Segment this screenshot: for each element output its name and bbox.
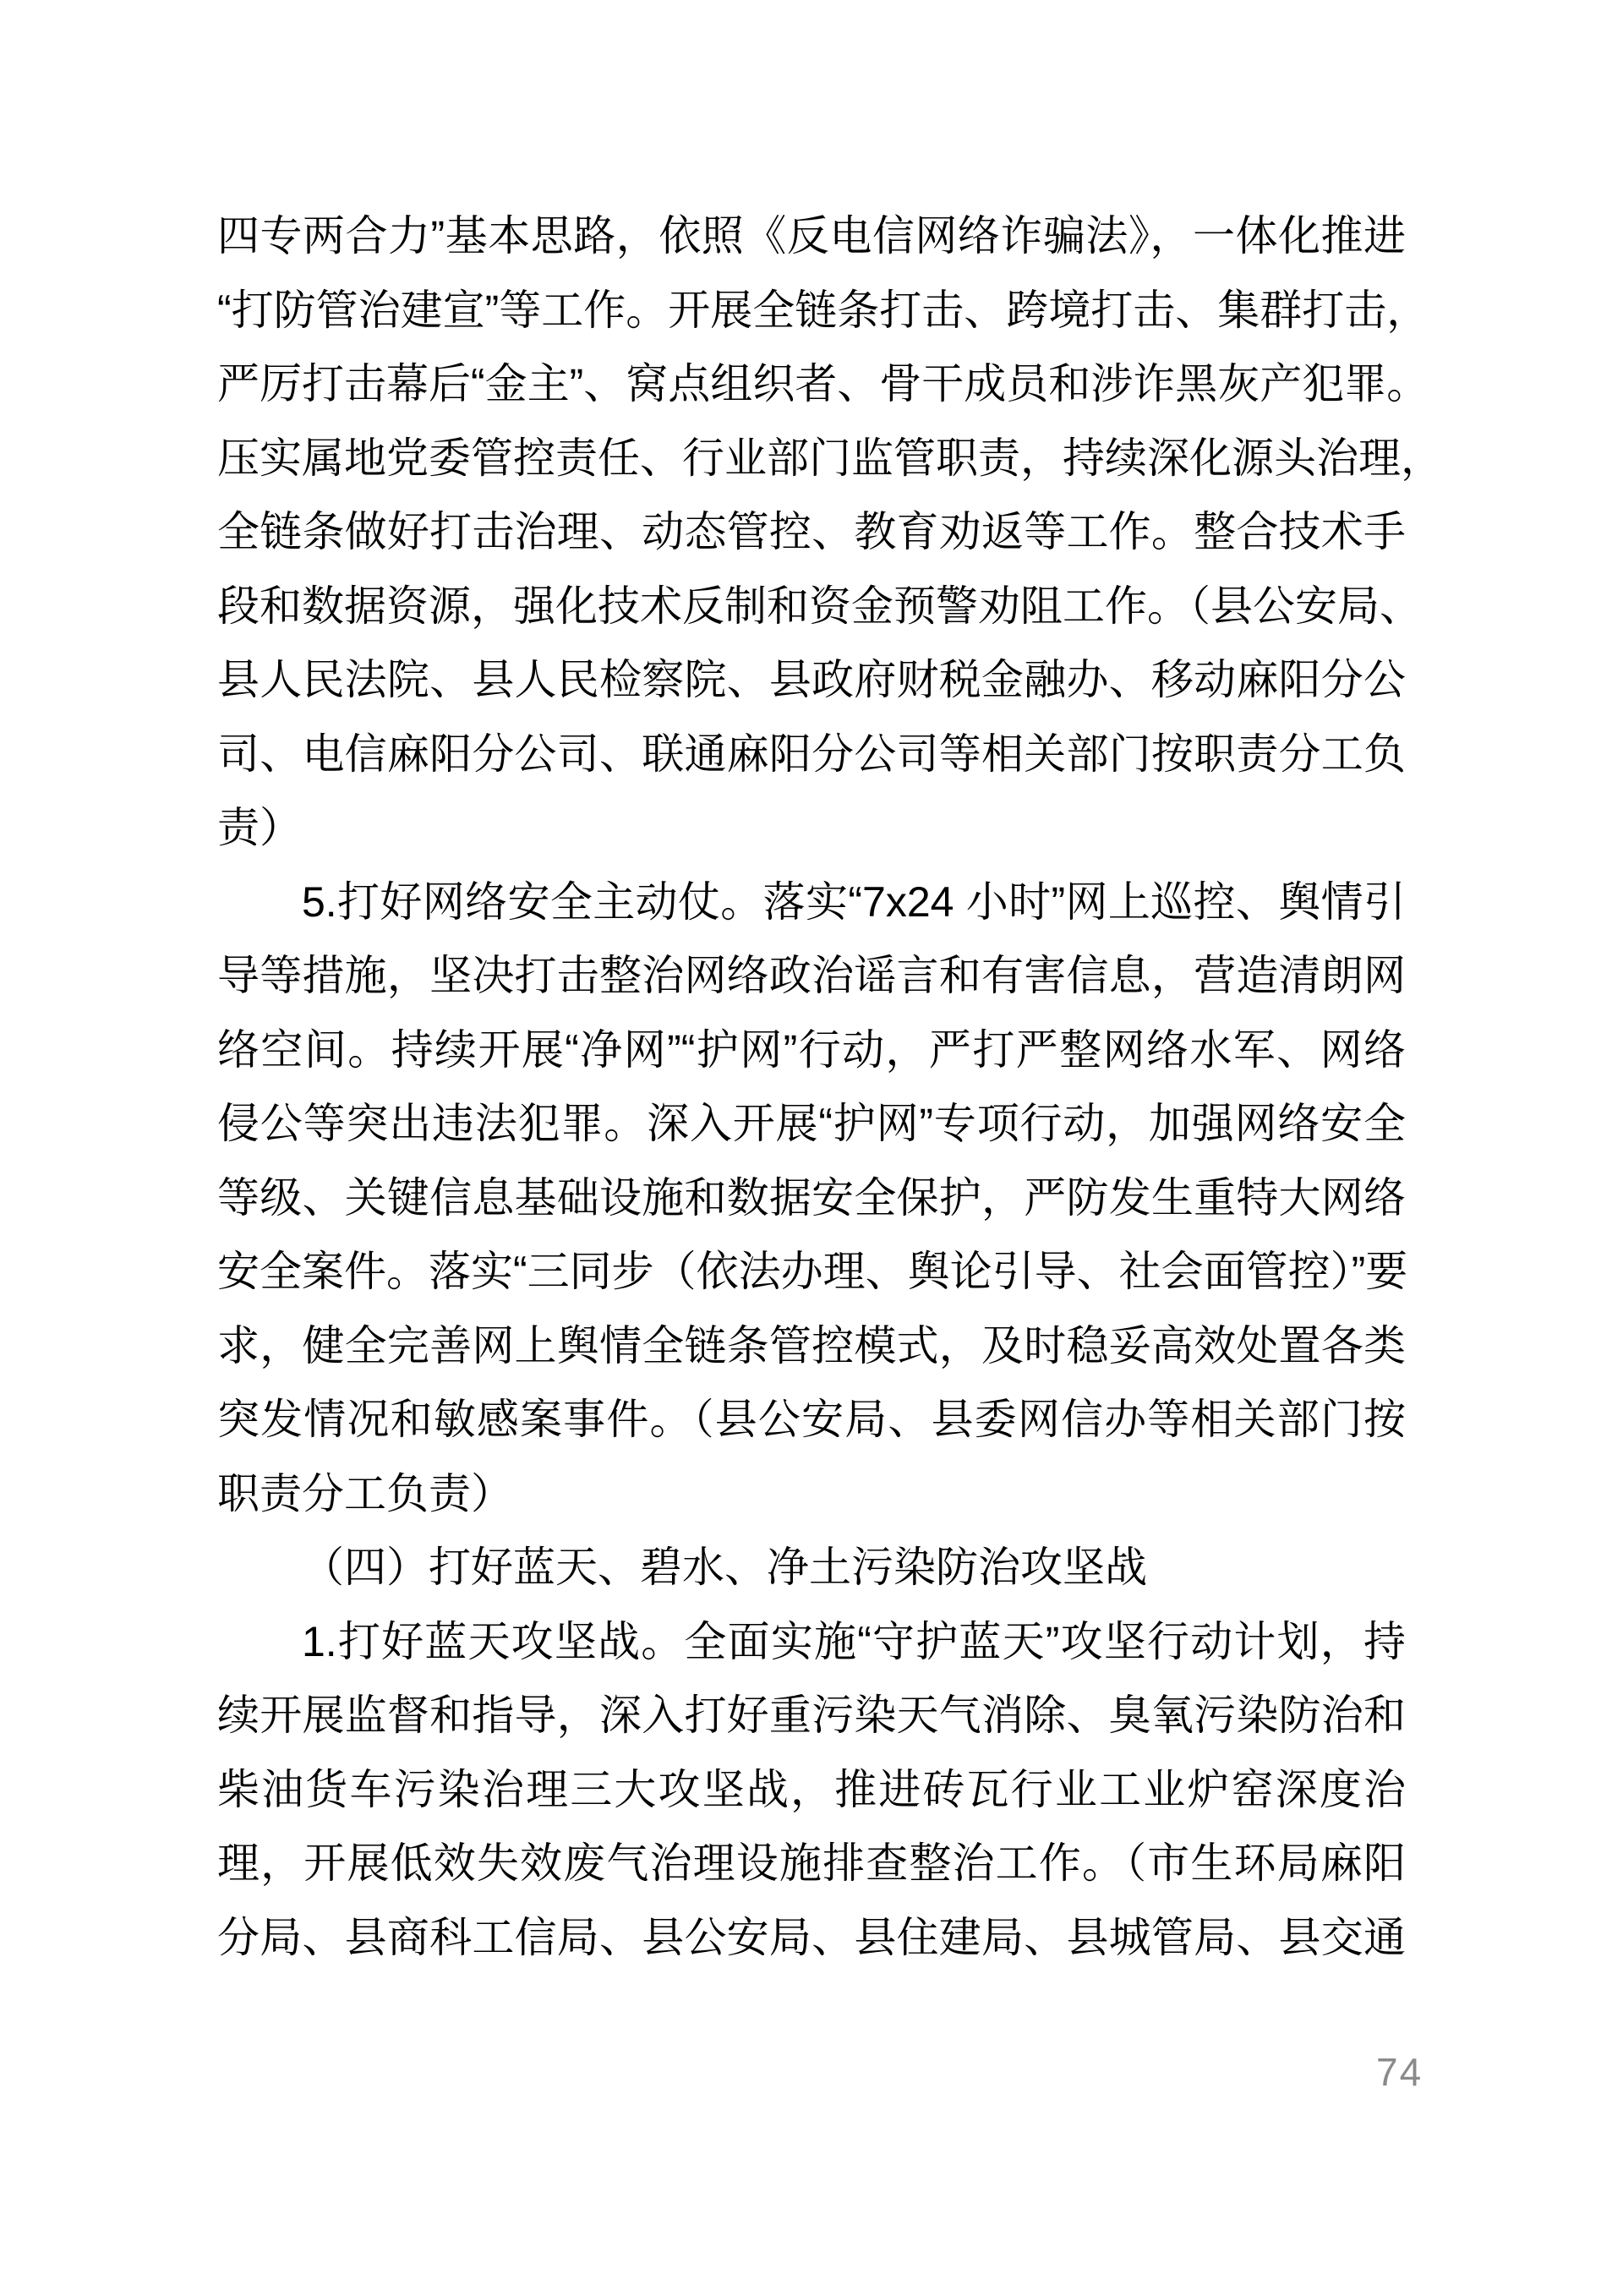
document-text-block [217, 200, 1443, 1975]
text-line: 导等措施，坚决打击整治网络政治谣言和有害信息，营造清朗网 [217, 952, 1406, 999]
text-line: 突发情况和敏感案事件。（县公安局、县委网信办等相关部门按 [217, 1396, 1406, 1443]
text-line: 四专两合力”基本思路，依照《反电信网络诈骗法》，一体化推进 [217, 212, 1406, 260]
text-line: 安全案件。落实“三同步（依法办理、舆论引导、社会面管控）”要 [217, 1248, 1408, 1295]
paragraph-end-line: 职责分工负责） [217, 1469, 513, 1517]
text-line: 压实属地党委管控责任、行业部门监管职责，持续深化源头治理， [217, 434, 1443, 482]
text-line: 侵公等突出违法犯罪。深入开展“护网”专项行动，加强网络安全 [217, 1100, 1406, 1147]
paragraph-start-line: 1.打好蓝天攻坚战。全面实施“守护蓝天”攻坚行动计划，持 [302, 1617, 1406, 1665]
text-line: 理，开展低效失效废气治理设施排查整治工作。（市生环局麻阳 [217, 1840, 1406, 1887]
text-line: 全链条做好打击治理、动态管控、教育劝返等工作。整合技术手 [217, 508, 1406, 555]
text-line: 求，健全完善网上舆情全链条管控模式，及时稳妥高效处置各类 [217, 1321, 1406, 1369]
text-line: 络空间。持续开展“净网”“护网”行动，严打严整网络水军、网络 [217, 1025, 1406, 1074]
text-line: 县人民法院、县人民检察院、县政府财税金融办、移动麻阳分公 [217, 656, 1406, 703]
text-line: 司、电信麻阳分公司、联通麻阳分公司等相关部门按职责分工负 [217, 730, 1406, 778]
section-heading: （四）打好蓝天、碧水、净土污染防治攻坚战 [302, 1544, 1147, 1591]
text-line: 严厉打击幕后“金主”、窝点组织者、骨干成员和涉诈黑灰产犯罪。 [217, 360, 1429, 407]
text-line: 分局、县商科工信局、县公安局、县住建局、县城管局、县交通 [217, 1913, 1406, 1961]
text-line: 段和数据资源，强化技术反制和资金预警劝阻工作。（县公安局、 [217, 582, 1422, 630]
text-line: “打防管治建宣”等工作。开展全链条打击、跨境打击、集群打击， [217, 286, 1429, 334]
text-line: 柴油货车污染治理三大攻坚战，推进砖瓦行业工业炉窑深度治 [217, 1765, 1406, 1813]
text-line: 续开展监督和指导，深入打好重污染天气消除、臭氧污染防治和 [217, 1692, 1406, 1739]
text-line: 等级、关键信息基础设施和数据安全保护，严防发生重特大网络 [217, 1173, 1406, 1222]
page-number: 74 [1376, 2050, 1424, 2094]
paragraph-end-line: 责） [217, 804, 302, 851]
paragraph-start-line: 5.打好网络安全主动仗。落实“7x24 小时”网上巡控、舆情引 [302, 877, 1406, 926]
